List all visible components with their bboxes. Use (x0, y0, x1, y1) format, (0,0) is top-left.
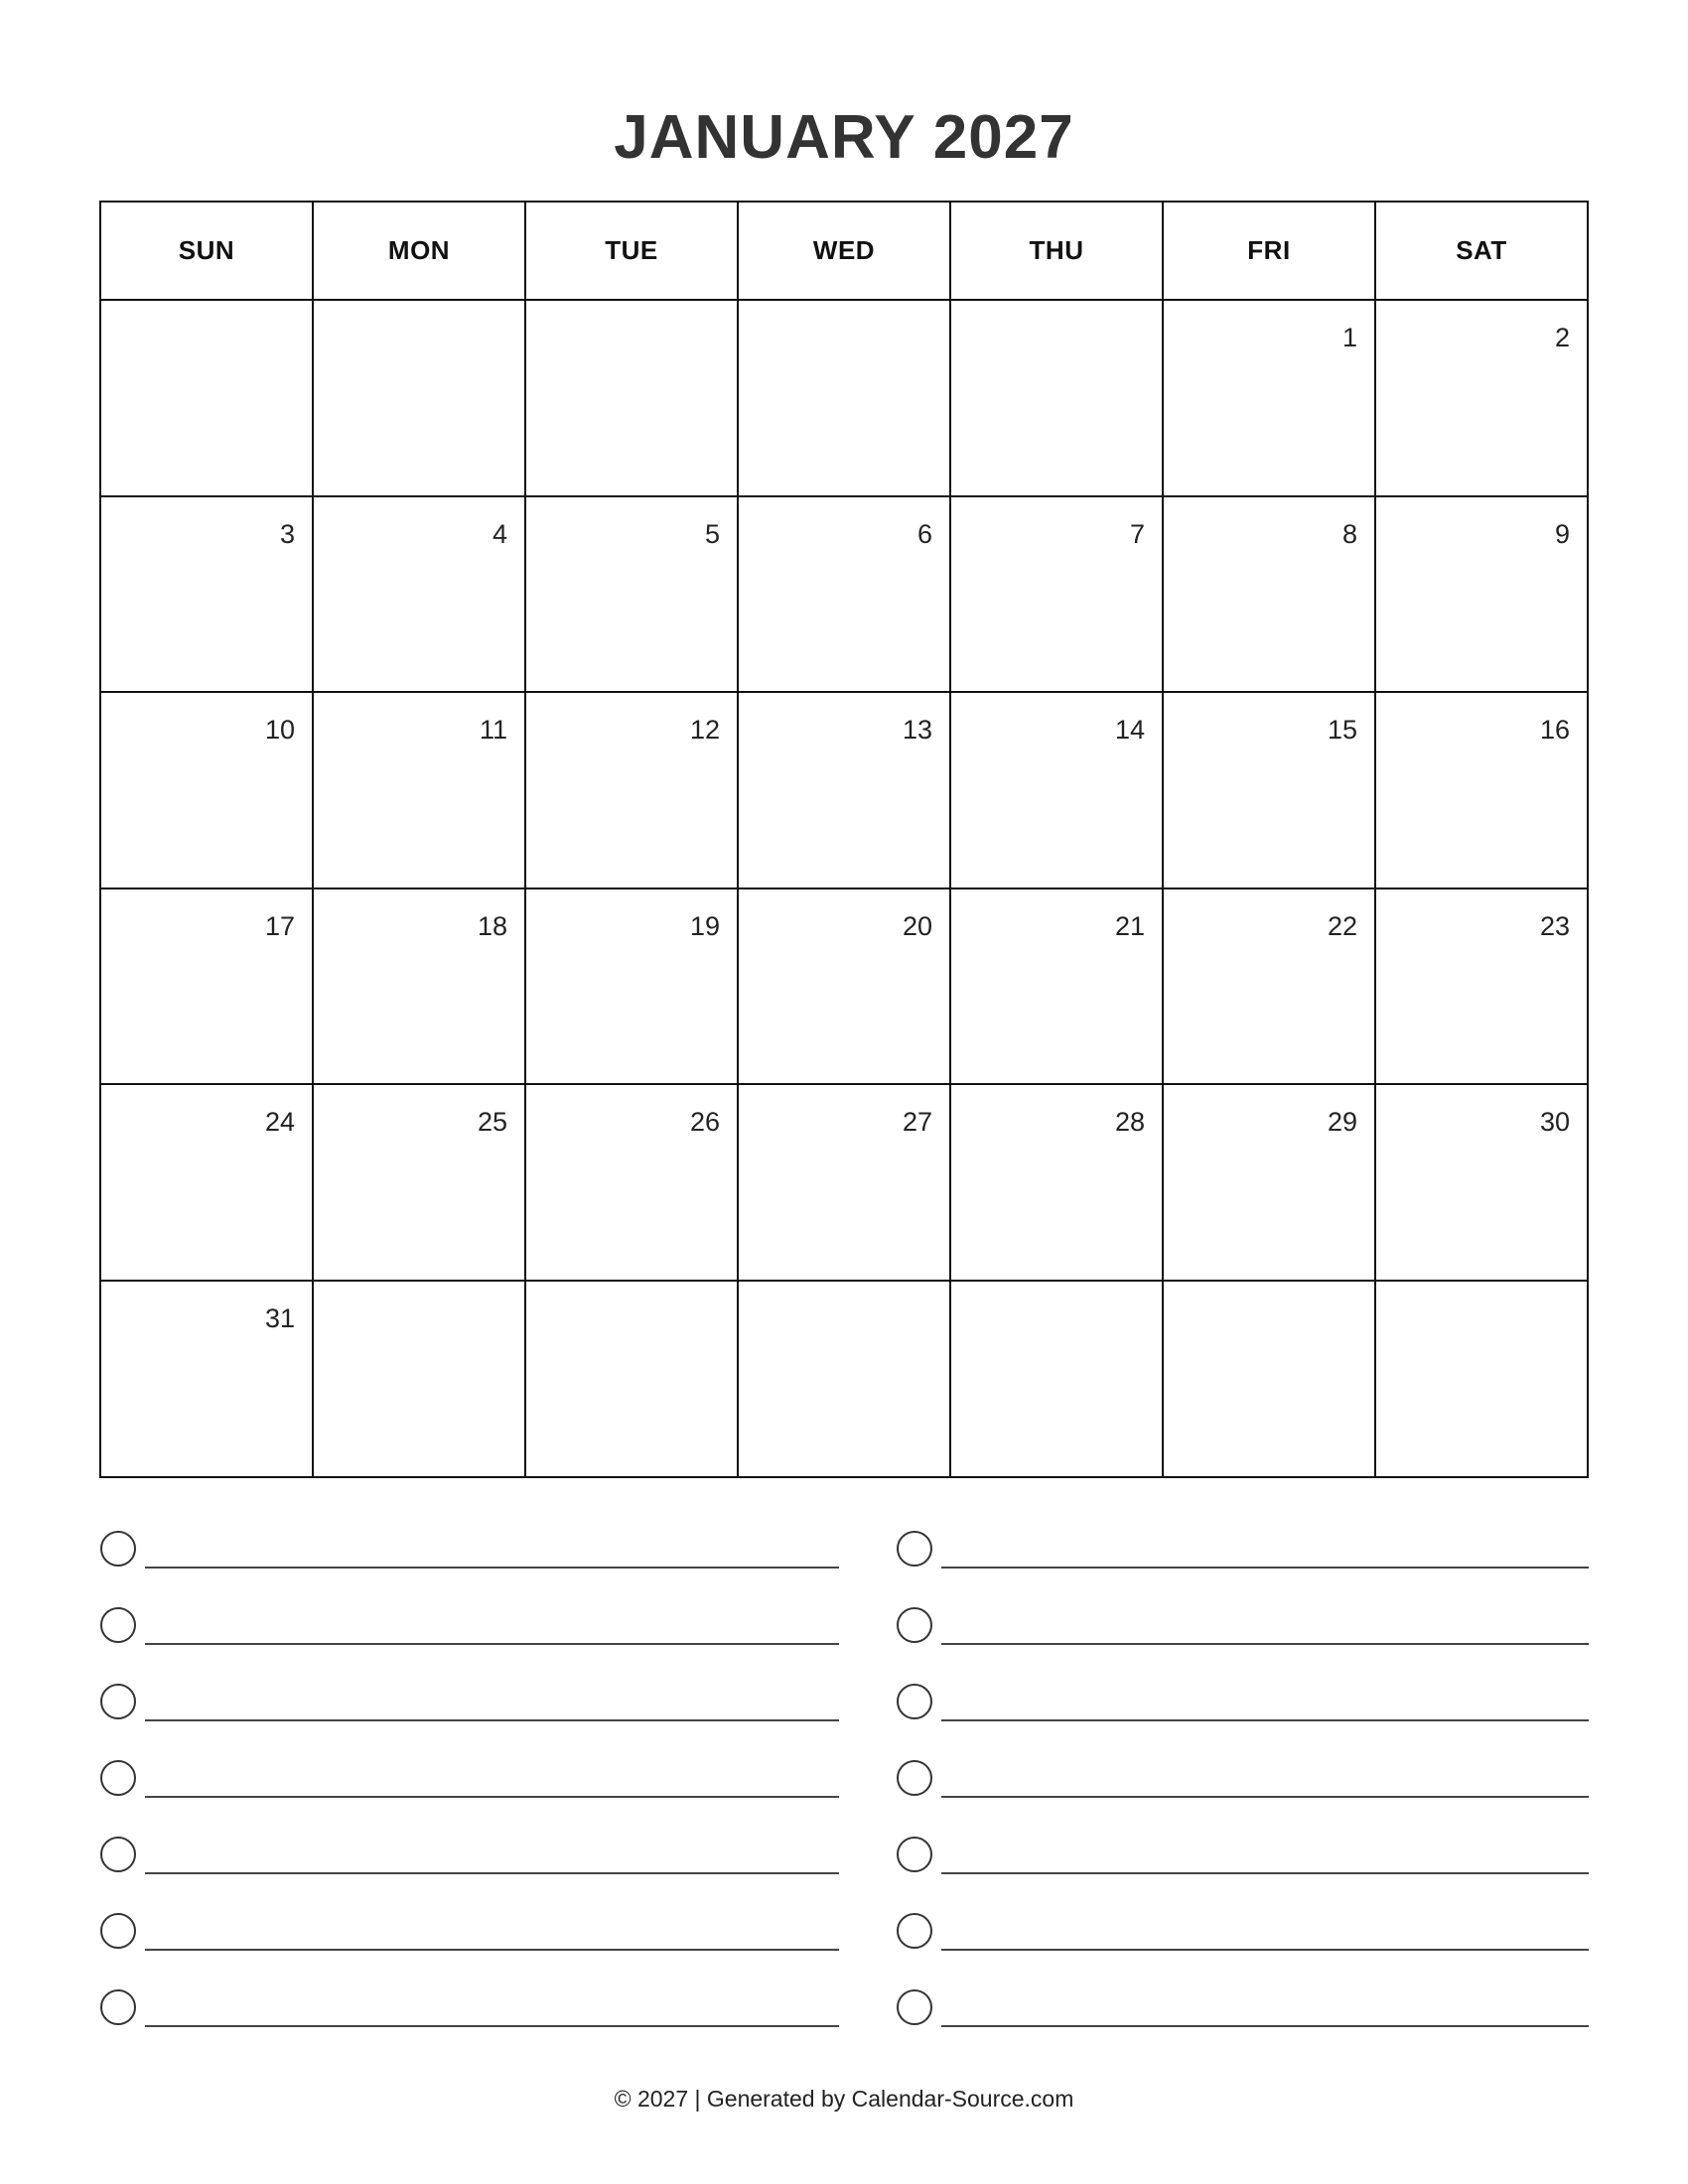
day-cell[interactable] (525, 1084, 738, 1281)
note-line[interactable] (941, 1719, 1589, 1721)
weekday-header-row (100, 202, 1588, 300)
day-number: 18 (477, 910, 507, 941)
day-number: 31 (264, 1302, 295, 1333)
day-number: 12 (689, 715, 720, 746)
day-number: 10 (264, 715, 295, 746)
footer-credit: © 2027 | Generated by Calendar-Source.com (614, 2086, 1074, 2112)
day-cell[interactable] (950, 1281, 1163, 1477)
day-number: 6 (916, 518, 932, 549)
day-cell[interactable] (1163, 1281, 1375, 1477)
week-row (100, 692, 1588, 888)
day-number: 23 (1539, 910, 1570, 941)
day-number: 9 (1554, 518, 1570, 549)
day-cell[interactable] (738, 496, 950, 693)
day-number: 15 (1327, 715, 1357, 746)
day-number: 25 (477, 1107, 507, 1138)
day-cell[interactable] (738, 1084, 950, 1281)
day-cell[interactable] (525, 888, 738, 1085)
weekday-mon: MON (313, 202, 525, 300)
day-number: 14 (1114, 715, 1145, 746)
note-item (99, 1911, 839, 1987)
note-line[interactable] (941, 1949, 1589, 1951)
circle-checkbox-icon[interactable] (100, 1607, 136, 1643)
notes-list-right (896, 1529, 1589, 2064)
day-number: 8 (1341, 518, 1357, 549)
weekday-fri: FRI (1163, 202, 1375, 300)
day-cell[interactable] (1163, 300, 1375, 496)
day-cell[interactable] (1375, 300, 1588, 496)
day-number: 20 (902, 910, 932, 941)
circle-checkbox-icon[interactable] (897, 1684, 932, 1719)
weekday-sat: SAT (1375, 202, 1588, 300)
weekday-tue: TUE (525, 202, 738, 300)
day-cell[interactable] (1163, 1084, 1375, 1281)
day-cell[interactable] (1375, 888, 1588, 1085)
circle-checkbox-icon[interactable] (897, 1760, 932, 1796)
day-number: 24 (264, 1107, 295, 1138)
circle-checkbox-icon[interactable] (897, 1913, 932, 1949)
weekday-thu: THU (950, 202, 1163, 300)
note-item (896, 1758, 1589, 1835)
note-line[interactable] (941, 1643, 1589, 1645)
note-line[interactable] (941, 1872, 1589, 1874)
weekday-wed: WED (738, 202, 950, 300)
note-line[interactable] (941, 1567, 1589, 1569)
day-number: 3 (279, 518, 295, 549)
week-row (100, 300, 1588, 496)
day-number: 16 (1539, 715, 1570, 746)
day-number: 1 (1341, 323, 1357, 352)
day-number: 28 (1114, 1107, 1145, 1138)
day-number: 21 (1114, 910, 1145, 941)
day-cell[interactable] (1375, 1084, 1588, 1281)
note-item (99, 1987, 839, 2064)
day-cell[interactable] (950, 300, 1163, 496)
day-cell[interactable] (100, 1084, 313, 1281)
notes-list-left (99, 1529, 839, 2064)
day-cell[interactable] (950, 888, 1163, 1085)
week-row (100, 1084, 1588, 1281)
circle-checkbox-icon[interactable] (100, 1913, 136, 1949)
day-number: 27 (902, 1107, 932, 1138)
day-cell[interactable] (100, 1281, 313, 1477)
day-cell[interactable] (525, 496, 738, 693)
day-cell[interactable] (738, 300, 950, 496)
note-item (99, 1682, 839, 1758)
day-number: 13 (902, 715, 932, 746)
day-cell[interactable] (100, 888, 313, 1085)
day-number: 19 (689, 910, 720, 941)
day-cell[interactable] (1375, 1281, 1588, 1477)
note-item (896, 1529, 1589, 1605)
week-row (100, 1281, 1588, 1477)
day-cell[interactable] (313, 1084, 525, 1281)
note-item (99, 1758, 839, 1835)
day-cell[interactable] (738, 692, 950, 888)
day-cell[interactable] (313, 1281, 525, 1477)
day-cell[interactable] (100, 300, 313, 496)
day-number: 29 (1327, 1107, 1357, 1138)
note-line[interactable] (145, 1949, 839, 1951)
day-number: 26 (689, 1107, 720, 1138)
note-line[interactable] (941, 2025, 1589, 2027)
note-line[interactable] (941, 1796, 1589, 1798)
day-number: 4 (492, 518, 507, 549)
circle-checkbox-icon[interactable] (897, 1607, 932, 1643)
day-cell[interactable] (1375, 496, 1588, 693)
day-number: 11 (479, 715, 507, 746)
day-number: 2 (1554, 323, 1570, 352)
circle-checkbox-icon[interactable] (100, 1989, 136, 2025)
note-item (896, 1682, 1589, 1758)
day-cell[interactable] (950, 496, 1163, 693)
day-cell[interactable] (313, 300, 525, 496)
day-number: 22 (1327, 910, 1357, 941)
note-line[interactable] (145, 1643, 839, 1645)
note-line[interactable] (145, 1567, 839, 1569)
day-cell[interactable] (1375, 692, 1588, 888)
week-row (100, 496, 1588, 693)
note-item (99, 1605, 839, 1682)
day-cell[interactable] (950, 1084, 1163, 1281)
circle-checkbox-icon[interactable] (100, 1760, 136, 1796)
note-line[interactable] (145, 2025, 839, 2027)
note-item (896, 1835, 1589, 1911)
day-number: 30 (1539, 1107, 1570, 1138)
note-item (99, 1835, 839, 1911)
circle-checkbox-icon[interactable] (100, 1531, 136, 1567)
day-cell[interactable] (313, 888, 525, 1085)
day-number: 17 (264, 910, 295, 941)
day-cell[interactable] (1163, 496, 1375, 693)
day-cell[interactable] (313, 692, 525, 888)
day-cell[interactable] (525, 1281, 738, 1477)
circle-checkbox-icon[interactable] (100, 1837, 136, 1872)
day-cell[interactable] (525, 692, 738, 888)
day-cell[interactable] (313, 496, 525, 693)
note-line[interactable] (145, 1796, 839, 1798)
note-line[interactable] (145, 1872, 839, 1874)
note-item (896, 1911, 1589, 1987)
note-line[interactable] (145, 1719, 839, 1721)
weekday-sun: SUN (100, 202, 313, 300)
day-cell[interactable] (738, 888, 950, 1085)
day-cell[interactable] (950, 692, 1163, 888)
note-item (896, 1605, 1589, 1682)
day-number: 5 (704, 518, 720, 549)
day-cell[interactable] (738, 1281, 950, 1477)
week-row (100, 888, 1588, 1085)
day-cell[interactable] (100, 692, 313, 888)
circle-checkbox-icon[interactable] (100, 1684, 136, 1719)
note-item (896, 1987, 1589, 2064)
calendar-grid (99, 201, 1589, 1478)
day-cell[interactable] (100, 496, 313, 693)
note-item (99, 1529, 839, 1605)
day-cell[interactable] (1163, 888, 1375, 1085)
circle-checkbox-icon[interactable] (897, 1531, 932, 1567)
circle-checkbox-icon[interactable] (897, 1989, 932, 2025)
page-title: JANUARY 2027 (614, 103, 1074, 172)
day-cell[interactable] (525, 300, 738, 496)
circle-checkbox-icon[interactable] (897, 1837, 932, 1872)
day-number: 7 (1129, 518, 1145, 549)
day-cell[interactable] (1163, 692, 1375, 888)
